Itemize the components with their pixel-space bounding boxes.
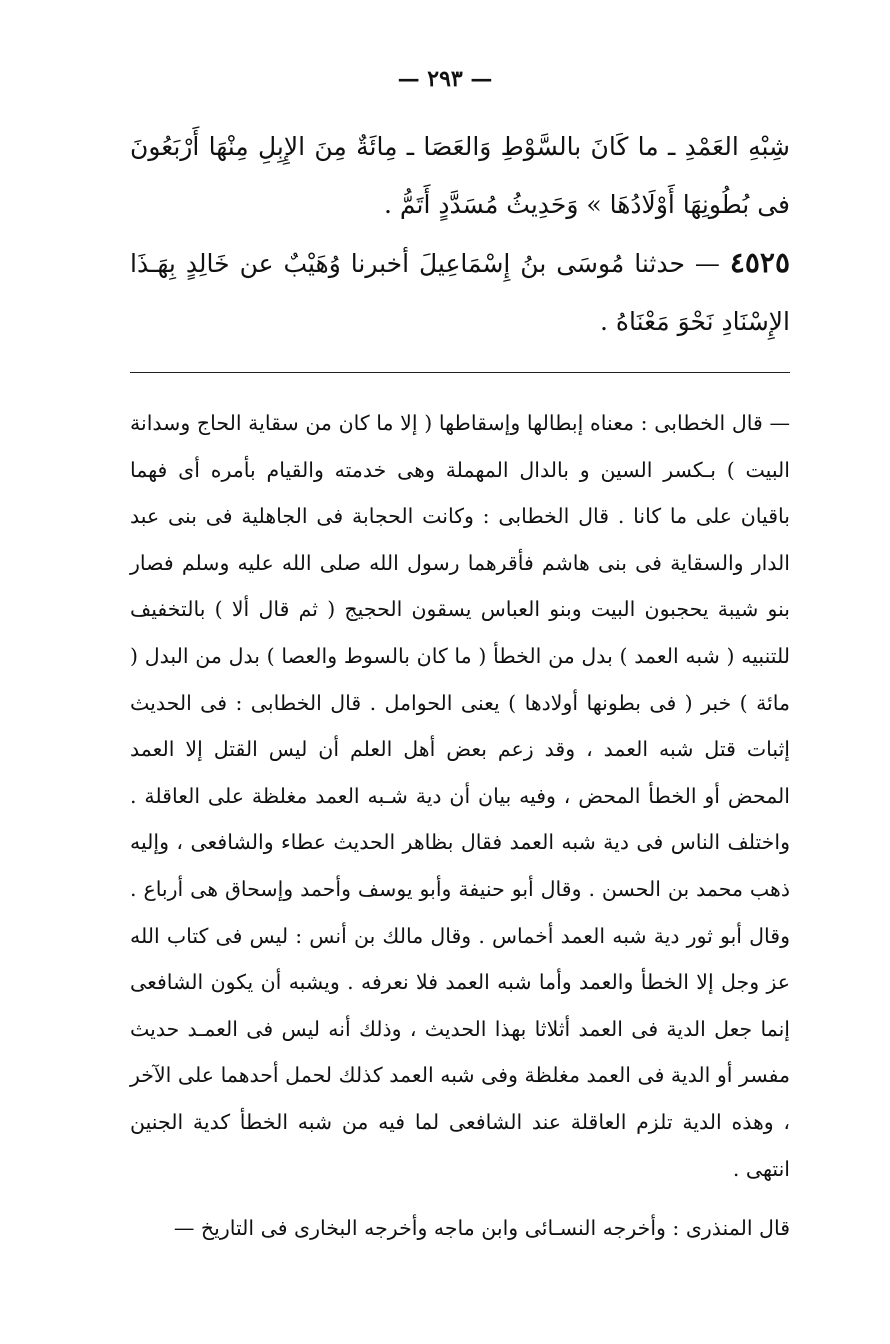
footer-note: قال المنذرى : وأخرجه النسـائى وابن ماجه وأخرجه البخارى فى التاريخ — [173,1216,790,1240]
hadith-number: ٤٥٢٥ [729,246,790,279]
hadith-paragraph-2-text: — حدثنا مُوسَى بنُ إِسْمَاعِيلَ أخبرنا وُهَيْبٌ عن خَالِدٍ بِهَـذَا الإِسْنَادِ نَحْوَ مَعْنَاهُ . [130,249,790,336]
hadith-text [130,118,790,351]
hadith-paragraph-2 [130,234,790,351]
section-divider [130,372,790,373]
hadith-paragraph-1: شِبْهِ العَمْدِ ـ ما كَانَ بالسَّوْطِ وَالعَصَا ـ مِائَةٌ مِنَ الإِبِلِ مِنْهَا أَرْبَعُونَ فى بُطُونِهَا أَوْلَادُهَا » وَحَدِيثُ مُسَدَّدٍ أَتَمُّ . [130,132,790,219]
commentary-text [130,400,790,1192]
commentary-paragraph: — قال الخطابى : معناه إبطالها وإسقاطها ( إلا ما كان من سقاية الحاج وسدانة البيت ) بـكسر السين و بالدال المهملة وهى خدمته والقيام بأمره أى فهما باقيان على ما كانا . قال الخطابى : وكانت الحجابة فى الجاهلية فى بنى عبد الدار والسقاية فى بنى هاشم فأقرهما رسول الله صلى الله عليه وسلم فصار بنو شيبة يحجبون البيت وبنو العباس يسقون الحجيج ( ثم قال ألا ) بالتخفيف للتنبيه ( شبه العمد ) بدل من الخطأ ( ما كان بالسوط والعصا ) بدل من البدل ( مائة ) خبر ( فى بطونها أولادها ) يعنى الحوامل . قال الخطابى : فى الحديث إثبات قتل شبه العمد ، وقد زعم بعض أهل العلم أن ليس القتل إلا العمد المحض أو الخطأ المحض ، وفيه بيان أن دية شـبه العمد مغلظة على العاقلة . واختلف الناس فى دية شبه العمد فقال بظاهر الحديث عطاء والشافعى ، وإليه ذهب محمد بن الحسن . وقال أبو حنيفة وأبو يوسف وأحمد وإسحاق هى أرباع . وقال أبو ثور دية شبه العمد أخماس . وقال مالك بن أنس : ليس فى كتاب الله عز وجل إلا الخطأ والعمد وأما شبه العمد فلا نعرفه . ويشبه أن يكون الشافعى إنما جعل الدية فى العمد أثلاثا بهذا الحديث ، وذلك أنه ليس فى العمـد حديث مفسر أو الدية فى العمد مغلظة وفى شبه العمد كذلك لحمل أحدهما على الآخر ، وهذه الدية تلزم العاقلة عند الشافعى لما فيه من شبه الخطأ كدية الجنين انتهى . [130,411,790,1181]
page-number: — ٢٩٣ — [397,66,493,92]
